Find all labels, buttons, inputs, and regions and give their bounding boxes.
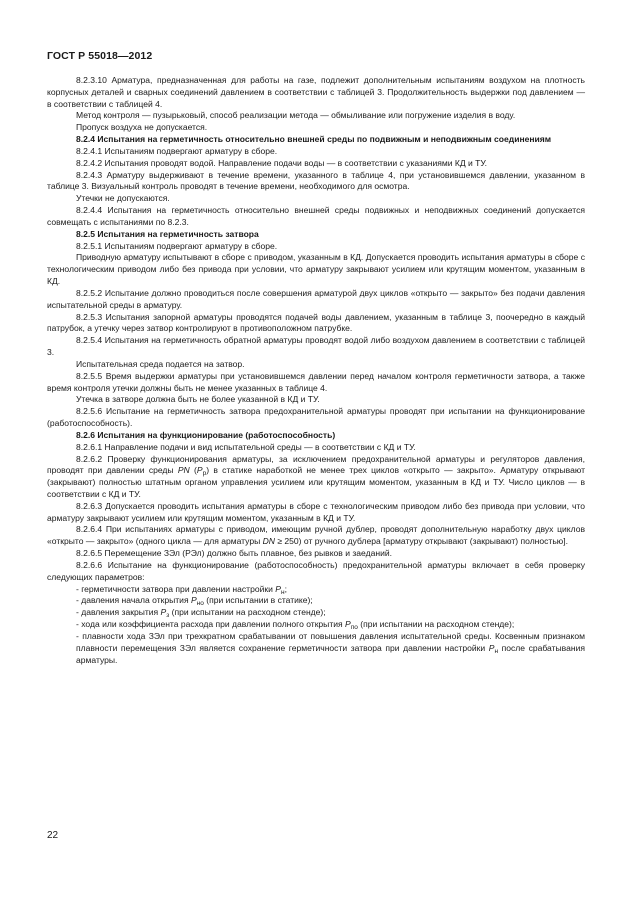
paragraph: Утечки не допускаются. (76, 193, 170, 204)
paragraph: 8.2.5.1 Испытаниям подвергают арматуру в сборе. (76, 240, 278, 251)
pressure-symbol: P (488, 642, 495, 653)
pressure-symbol: P (345, 619, 351, 630)
paragraph: 8.2.6.3 Допускается проводить испытания арматуры в сборе с технологическим приводом либо без привода при условии, что арматуру закрывают усилием или крутящим моментом, указанным в КД и ТУ. (47, 500, 585, 523)
text-run: ( (189, 465, 197, 476)
paragraph: 8.2.5.3 Испытания запорной арматуры проводятся подачей воды давлением, указанным в таблице 3, поочередно в каждый патрубок, а утечку через затвор контролируют в противоположном патрубке. (47, 311, 585, 334)
text-run: ; (284, 583, 287, 594)
text-run: (при испытании на расходном стенде); (357, 619, 515, 630)
paragraph (47, 454, 585, 501)
document-body (47, 75, 585, 666)
pressure-symbol: P (160, 607, 167, 618)
list-item (47, 631, 585, 666)
paragraph (47, 524, 585, 548)
list-item (47, 607, 585, 619)
nominal-size-symbol: DN (262, 536, 275, 547)
paragraph: Испытательная среда подается на затвор. (76, 358, 245, 369)
subscript: р (202, 470, 207, 478)
paragraph: 8.2.5.2 Испытание должно проводиться после совершения арматурой двух циклов «открыто — закрыто» без подачи давления испытательной среды в арматуру. (47, 287, 585, 310)
paragraph: 8.2.6.5 Перемещение ЗЭл (РЭл) должно быть плавное, без рывков и заеданий. (76, 548, 392, 559)
text-run: - хода или коэффициента расхода при давлении полного открытия (76, 619, 346, 630)
text-run: 8.2.6.2 Проверку функционирования арматуры, за исключением предохранительной арматуры и регуляторов давления, проводят при давлении среды (47, 453, 585, 476)
text-run: ≥ 250) от ручного дублера [арматуру открывают (закрывают) полностью]. (274, 536, 568, 547)
subscript: н (280, 588, 285, 596)
text-run: - герметичности затвора при давлении настройки (76, 583, 276, 594)
paragraph: 8.2.5.6 Испытание на герметичность затвора предохранительной арматуры проводят при испытании на функционирование (работоспособность). (47, 406, 585, 429)
text-run: - давления начала открытия (76, 595, 191, 606)
text-run: - давления закрытия (76, 607, 161, 618)
section-heading: 8.2.4 Испытания на герметичность относительно внешней среды по подвижным и неподвижным соединениям (76, 134, 552, 145)
pressure-symbol: P (196, 465, 203, 476)
paragraph: 8.2.6.6 Испытание на функционирование (работоспособность) предохранительной арматуры включает в себя проверку следующих параметров: (47, 559, 585, 582)
list-item (47, 584, 585, 596)
document-header: ГОСТ Р 55018—2012 (47, 50, 153, 62)
text-run: (при испытании на расходном стенде); (169, 607, 326, 618)
paragraph: 8.2.5.4 Испытания на герметичность обратной арматуры проводят водой либо воздухом давлением в соответствии с таблицей 3. (47, 335, 585, 358)
paragraph: Утечка в затворе должна быть не более указанной в КД и ТУ. (76, 394, 320, 405)
paragraph: Пропуск воздуха не допускается. (76, 122, 208, 133)
paragraph: 8.2.4.2 Испытания проводят водой. Направление подачи воды — в соответствии с указаниями КД и ТУ. (76, 157, 488, 168)
text-run: ) в статике наработкой не менее трех циклов «открыто — закрыто». Арматуру открывают (закрывают) полностью штатным органом управления усилием или крутящим моментом, указанным в КД и ТУ. Число циклов — в соответствии с КД и ТУ. (47, 465, 585, 499)
paragraph: Приводную арматуру испытывают в сборе с приводом, указанным в КД. Допускается проводить испытания арматуры в сборе с технологическим приводом либо без привода при условии, что арматуру закрывают усилием или крутящим моментом, указанным в КД. (47, 252, 585, 287)
pressure-symbol: P (275, 583, 281, 594)
text-run: 8.2.6.4 При испытаниях арматуры с приводом, имеющим ручной дублер, проводят дополнительную наработку двух циклов «открыто — закрыто» (одного цикла — для арматуры (47, 524, 585, 547)
text-run: (при испытании в статике); (203, 595, 313, 606)
list-item (47, 595, 585, 607)
paragraph: 8.2.4.3 Арматуру выдерживают в течение времени, указанного в таблице 4, при установившемся давлении, указанном в таблице 3. Визуальный контроль проводят в течение времени, необходимого для осмотра. (47, 169, 585, 192)
paragraph: 8.2.4.1 Испытаниям подвергают арматуру в сборе. (76, 145, 278, 156)
subscript: по (350, 624, 358, 632)
section-heading: 8.2.6 Испытания на функционирование (работоспособность) (76, 429, 336, 440)
section-heading: 8.2.5 Испытания на герметичность затвора (76, 228, 259, 239)
pressure-symbol: PN (177, 465, 190, 476)
paragraph: 8.2.5.5 Время выдержки арматуры при установившемся давлении перед началом контроля герметичности затвора, а также время контроля утечки должны быть не менее указанных в таблице 4. (47, 370, 585, 393)
pressure-symbol: P (190, 595, 197, 606)
subscript: н (494, 647, 499, 655)
subscript: з (166, 612, 170, 620)
subscript: но (196, 600, 204, 608)
paragraph: 8.2.3.10 Арматура, предназначенная для работы на газе, подлежит дополнительным испытаниям воздухом на плотность корпусных деталей и сварных соединений давлением в соответствии с таблицей 3. Продолжительность выдержки под давлением — в соответствии с таблицей 4. (47, 75, 585, 109)
paragraph: Метод контроля — пузырьковый, способ реализации метода — обмыливание или погружение изделия в воду. (76, 110, 516, 121)
paragraph: 8.2.4.4 Испытания на герметичность относительно внешней среды подвижных и неподвижных соединений допускается совмещать с испытаниями по 8.2.3. (47, 205, 585, 227)
list-item (47, 619, 585, 631)
text-run: после срабатывания арматуры. (76, 642, 585, 665)
page-number: 22 (47, 830, 59, 841)
text-run: - плавности хода ЗЭл при трехкратном срабатывании от повышения давления испытательной среды. Косвенным признаком плавности перемещения ЗЭл является сохранение герметичности затвора при давлении настройки (76, 630, 585, 653)
paragraph: 8.2.6.1 Направление подачи и вид испытательной среды — в соответствии с КД и ТУ. (76, 441, 416, 452)
